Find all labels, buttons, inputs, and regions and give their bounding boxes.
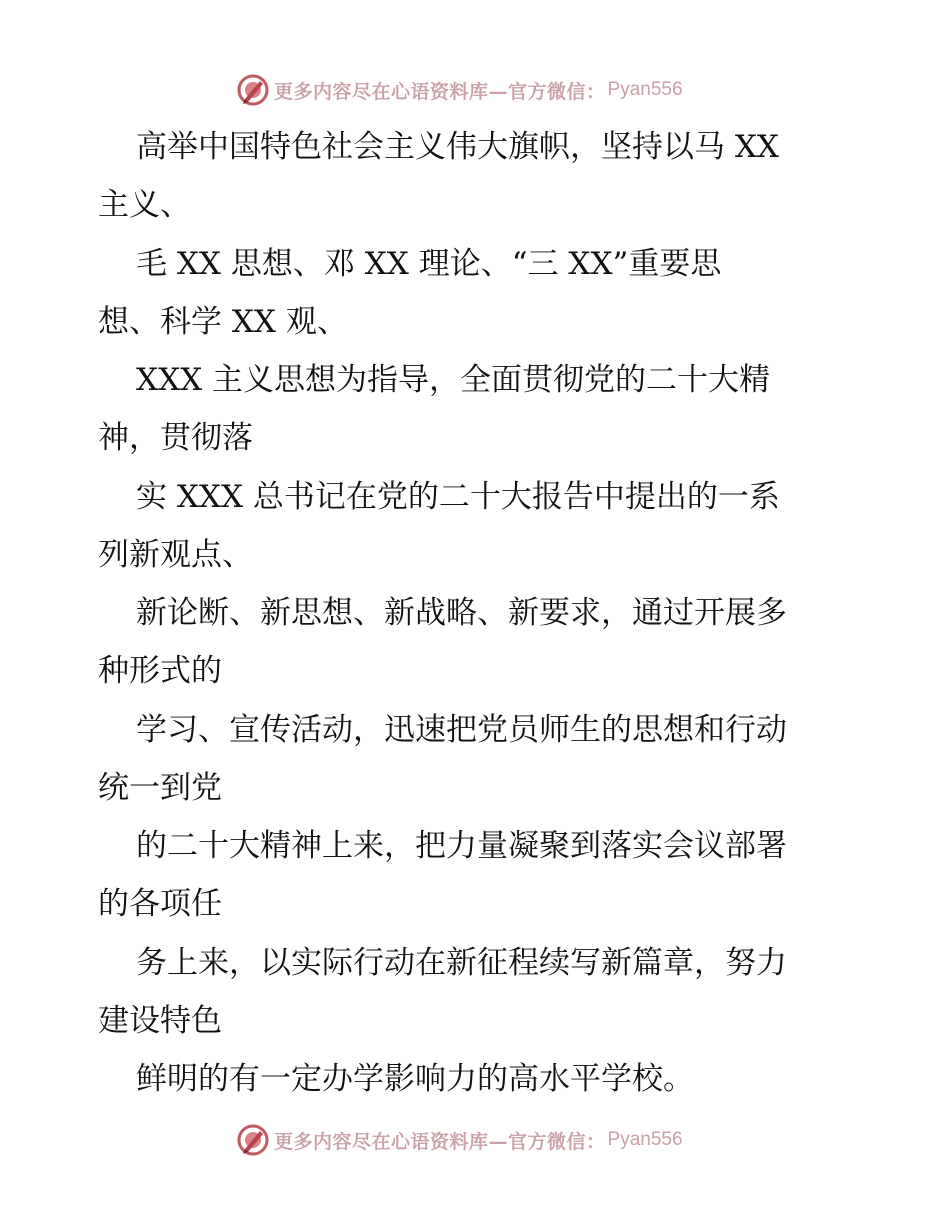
text-line: 的二十大精神上来，把力量凝聚到落实会议部署 [136, 828, 787, 864]
text-line: 实 XXX 总书记在党的二十大报告中提出的一系 [136, 479, 780, 515]
text-line: 高举中国特色社会主义伟大旗帜，坚持以马 XX [136, 129, 779, 165]
text-line: XXX 主义思想为指导，全面贯彻党的二十大精 [136, 362, 771, 398]
text-line: 新论断、新思想、新战略、新要求，通过开展多 [136, 595, 787, 631]
text-line: 务上来，以实际行动在新征程续写新篇章，努力 [136, 945, 787, 981]
footer-watermark [236, 1123, 683, 1157]
header-watermark [236, 73, 683, 107]
watermark-text: 更多内容尽在心语资料库—官方微信： [274, 1130, 606, 1153]
text-line: 列新观点、 [98, 537, 253, 573]
text-line: 主义、 [98, 187, 191, 223]
text-line: 种形式的 [98, 653, 222, 689]
text-line: 毛 XX 思想、邓 XX 理论、“三 XX”重要思 [136, 246, 722, 282]
pen-circle-logo-icon [236, 73, 270, 107]
text-line: 鲜明的有一定办学影响力的高水平学校。 [136, 1061, 694, 1097]
pen-circle-logo-icon [236, 1123, 270, 1157]
text-line: 学习、宣传活动，迅速把党员师生的思想和行动 [136, 712, 787, 748]
watermark-wechat-id: Pyan556 [607, 1129, 683, 1150]
text-line: 的各项任 [98, 886, 222, 922]
text-line: 想、科学 XX 观、 [98, 304, 348, 340]
watermark-wechat-id: Pyan556 [607, 79, 683, 100]
text-line: 神，贯彻落 [98, 420, 253, 456]
text-line: 统一到党 [98, 770, 222, 806]
watermark-text: 更多内容尽在心语资料库—官方微信： [274, 80, 606, 103]
text-line: 建设特色 [98, 1003, 222, 1039]
